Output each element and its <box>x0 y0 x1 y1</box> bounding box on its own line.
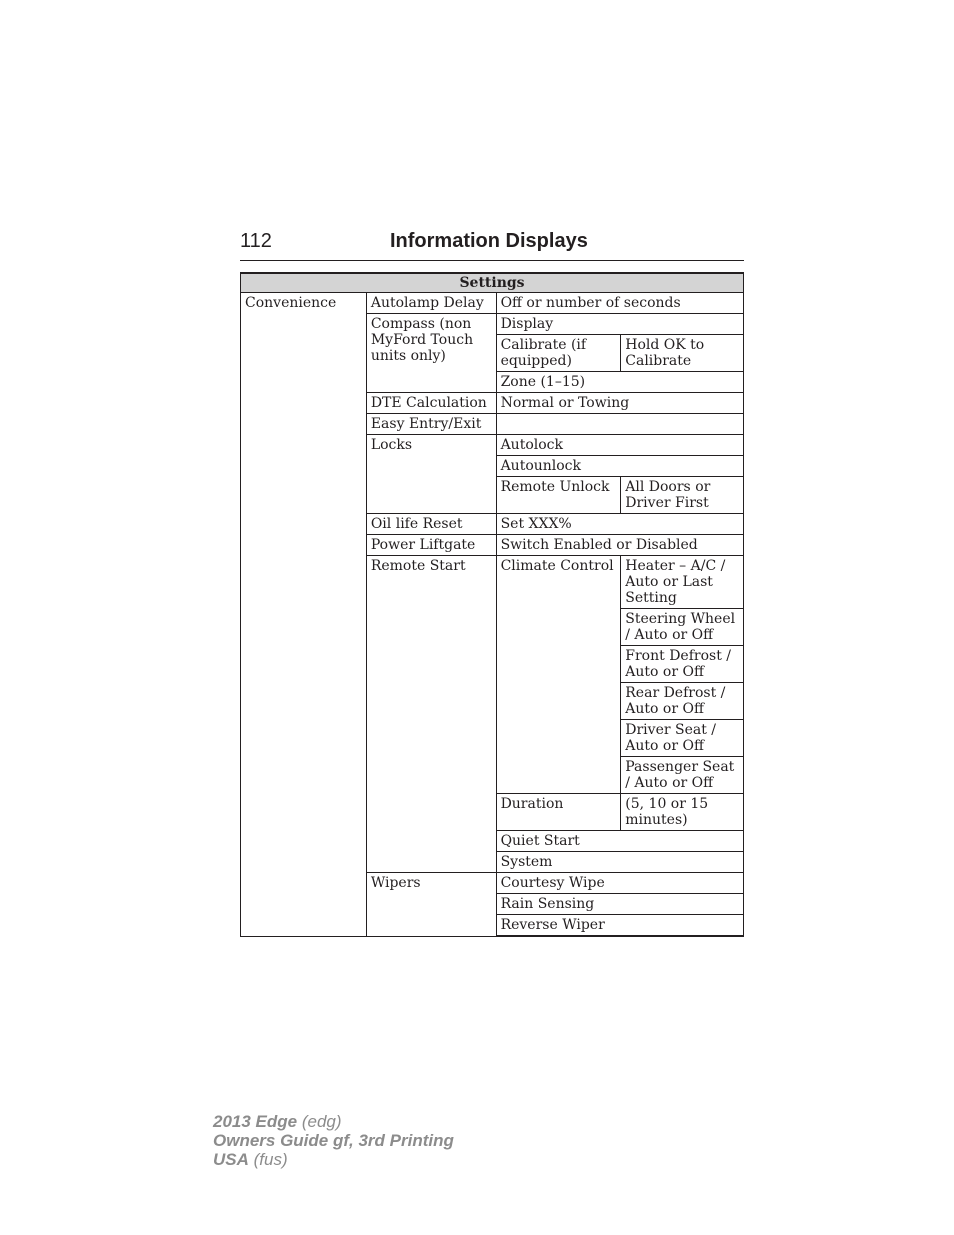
setting-label: Power Liftgate <box>366 535 496 556</box>
footer-line-region <box>213 1150 454 1169</box>
footer-model-code: (edg) <box>301 1112 342 1131</box>
page-number: 112 <box>240 230 272 252</box>
setting-value: Quiet Start <box>496 831 743 852</box>
setting-option: Rear Defrost / Auto or Off <box>621 683 744 720</box>
setting-label: Compass (non MyFord Touch units only) <box>366 314 496 393</box>
setting-label: Wipers <box>366 873 496 937</box>
setting-value: Off or number of seconds <box>496 293 743 314</box>
setting-value: Normal or Towing <box>496 393 743 414</box>
setting-value: Courtesy Wipe <box>496 873 743 894</box>
setting-value: Switch Enabled or Disabled <box>496 535 743 556</box>
setting-label: Easy Entry/Exit <box>366 414 496 435</box>
setting-value: Duration <box>496 794 621 831</box>
category-cell: Convenience <box>241 293 367 937</box>
footer-model: 2013 Edge <box>213 1112 298 1131</box>
setting-value: Autolock <box>496 435 743 456</box>
setting-option: Passenger Seat / Auto or Off <box>621 757 744 794</box>
footer-line-guide <box>213 1131 454 1150</box>
footer-region-code: (fus) <box>253 1150 288 1169</box>
setting-option: All Doors or Driver First <box>621 477 744 514</box>
settings-table <box>240 272 744 937</box>
setting-value: Zone (1–15) <box>496 372 743 393</box>
table-row <box>241 293 744 314</box>
setting-value: Rain Sensing <box>496 894 743 915</box>
setting-option: Front Defrost / Auto or Off <box>621 646 744 683</box>
setting-option: (5, 10 or 15 minutes) <box>621 794 744 831</box>
setting-option: Hold OK to Calibrate <box>621 335 744 372</box>
footer-guide: Owners Guide gf, 3rd Printing <box>213 1131 454 1150</box>
setting-value: Display <box>496 314 743 335</box>
setting-value: Remote Unlock <box>496 477 621 514</box>
setting-option: Driver Seat / Auto or Off <box>621 720 744 757</box>
page-header <box>240 228 744 261</box>
page-footer <box>213 1112 454 1169</box>
page-title: Information Displays <box>390 230 588 252</box>
setting-label: DTE Calculation <box>366 393 496 414</box>
setting-label: Remote Start <box>366 556 496 873</box>
setting-value: Calibrate (if equipped) <box>496 335 621 372</box>
footer-line-model <box>213 1112 454 1131</box>
table-heading: Settings <box>241 273 744 293</box>
setting-value: Climate Control <box>496 556 621 794</box>
setting-value: Autounlock <box>496 456 743 477</box>
setting-value: Set XXX% <box>496 514 743 535</box>
setting-label: Locks <box>366 435 496 514</box>
setting-label: Oil life Reset <box>366 514 496 535</box>
setting-label: Autolamp Delay <box>366 293 496 314</box>
setting-option: Heater – A/C / Auto or Last Setting <box>621 556 744 609</box>
footer-region: USA <box>213 1150 249 1169</box>
setting-value-empty <box>496 414 743 435</box>
setting-option: Steering Wheel / Auto or Off <box>621 609 744 646</box>
setting-value: Reverse Wiper <box>496 915 743 937</box>
table-header-row <box>241 273 744 293</box>
setting-value: System <box>496 852 743 873</box>
